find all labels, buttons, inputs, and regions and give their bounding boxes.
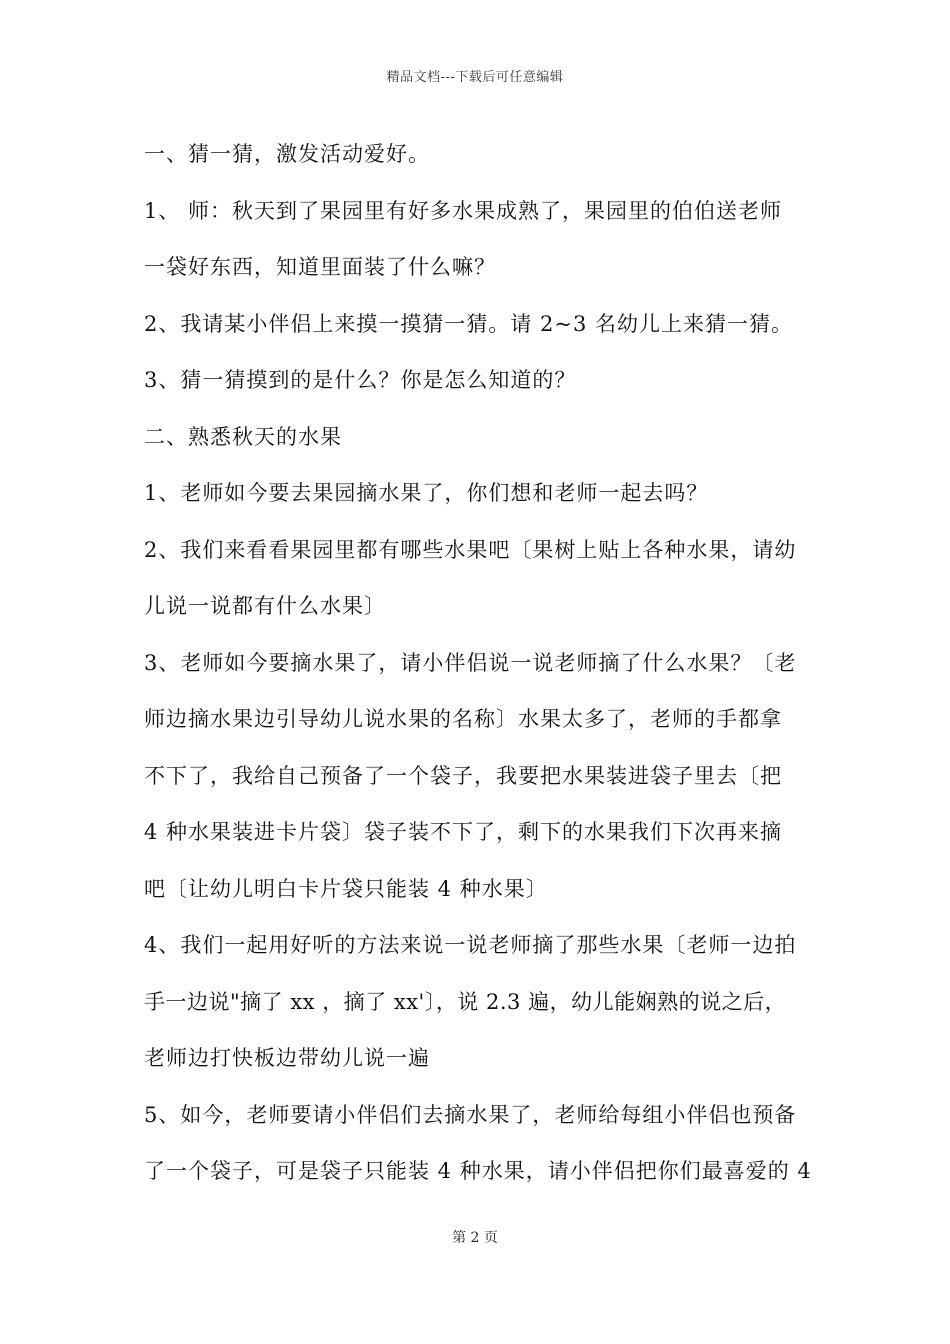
paragraph-line: 3、老师如今要摘水果了，请小伴侣说一说老师摘了什么水果？〔老 [144, 650, 797, 675]
page-number: 第 2 页 [452, 1230, 498, 1246]
paragraph-line: 1、 师：秋天到了果园里有好多水果成熟了，果园里的伯伯送老师 [144, 198, 783, 223]
paragraph-line: 一袋好东西，知道里面装了什么嘛？ [144, 255, 496, 279]
page-header: 精品文档---下载后可任意编辑 [386, 70, 564, 85]
paragraph-line: 老师边打快板边带幼儿说一遍 [144, 1046, 430, 1070]
section-heading: 一、猜一猜，激发活动爱好。 [144, 142, 430, 166]
paragraph-line: 2、我们来看看果园里都有哪些水果吧〔果树上贴上各种水果，请幼 [144, 537, 797, 562]
paragraph-line: 2、我请某小伴侣上来摸一摸猜一猜。请 2~3 名幼儿上来猜一猜。 [144, 311, 794, 336]
paragraph-line: 3、猜一猜摸到的是什么？你是怎么知道的？ [144, 368, 577, 392]
paragraph-line: 4、我们一起用好听的方法来说一说老师摘了那些水果〔老师一边拍 [144, 933, 797, 957]
paragraph-line: 师边摘水果边引导幼儿说水果的名称〕水果太多了，老师的手都拿 [144, 707, 782, 731]
paragraph-line: 不下了，我给自己预备了一个袋子，我要把水果装进袋子里去〔把 [144, 763, 782, 788]
paragraph-line: 4 种水果装进卡片袋〕袋子装不下了，剩下的水果我们下次再来摘 [144, 820, 783, 844]
section-heading: 二、熟悉秋天的水果 [144, 424, 342, 449]
paragraph-line: 手一边说"摘了 xx ，摘了 xx'〕，说 2.3 遍，幼儿能娴熟的说之后， [144, 989, 787, 1014]
paragraph-line: 5、如今，老师要请小伴侣们去摘水果了，老师给每组小伴侣也预备 [144, 1102, 797, 1127]
paragraph-line: 吧〔让幼儿明白卡片袋只能装 4 种水果〕 [144, 876, 548, 901]
paragraph-line: 1、老师如今要去果园摘水果了，你们想和老师一起去吗？ [144, 481, 709, 505]
paragraph-line: 儿说一说都有什么水果〕 [144, 594, 386, 618]
document-body [144, 130, 824, 1204]
paragraph-line: 了一个袋子，可是袋子只能装 4 种水果，请小伴侣把你们最喜爱的 4 [144, 1159, 812, 1183]
